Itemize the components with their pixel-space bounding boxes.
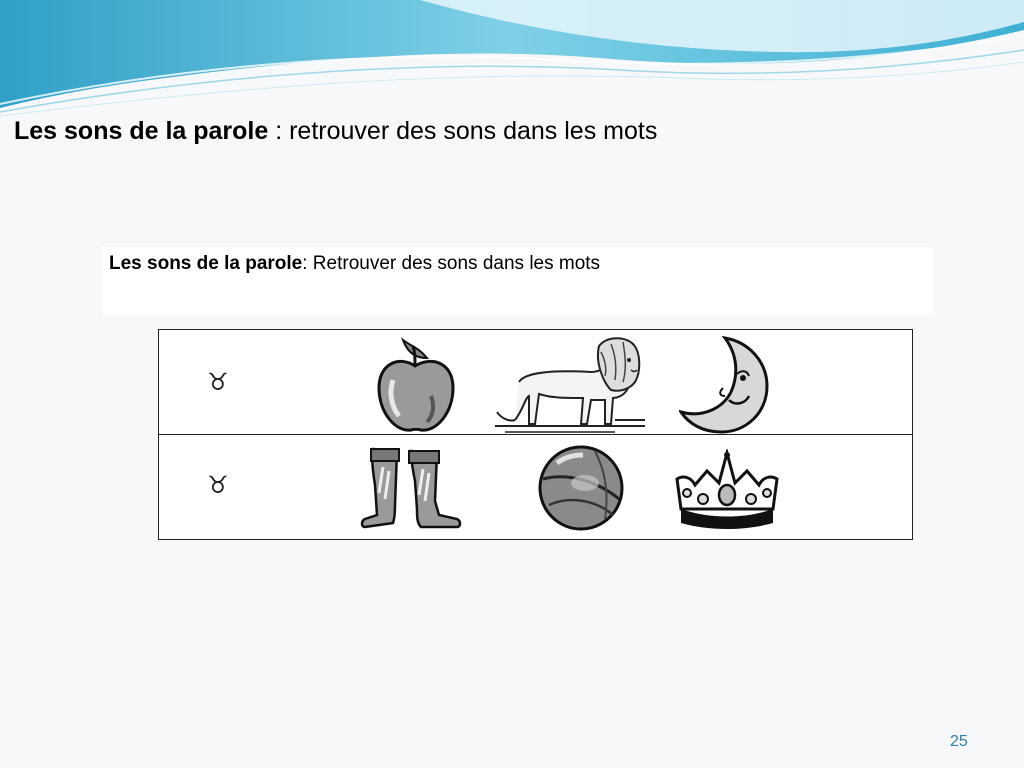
table-row — [159, 435, 913, 540]
page-number: 25 — [950, 733, 968, 750]
lion-icon — [495, 332, 655, 440]
slide-title-rest: : retrouver des sons dans les mots — [268, 117, 658, 145]
crown-icon — [673, 449, 781, 531]
table-cell — [159, 435, 913, 540]
taurus-symbol: ♉ — [207, 368, 229, 396]
header-wave-decoration — [0, 0, 1024, 120]
moon-icon — [679, 334, 771, 434]
slide-title — [14, 117, 657, 146]
boots-icon — [359, 445, 463, 535]
card-title — [109, 253, 600, 275]
card-title-rest: : Retrouver des sons dans les mots — [302, 253, 601, 274]
table-row — [159, 330, 913, 435]
sound-table — [158, 329, 913, 540]
card-title-bold: Les sons de la parole — [109, 253, 303, 274]
table-cell — [159, 330, 913, 435]
taurus-symbol: ♉ — [207, 471, 229, 499]
ball-icon — [535, 443, 627, 533]
slide-title-bold: Les sons de la parole — [14, 117, 269, 145]
apple-icon — [371, 336, 461, 436]
content-card — [102, 247, 934, 315]
